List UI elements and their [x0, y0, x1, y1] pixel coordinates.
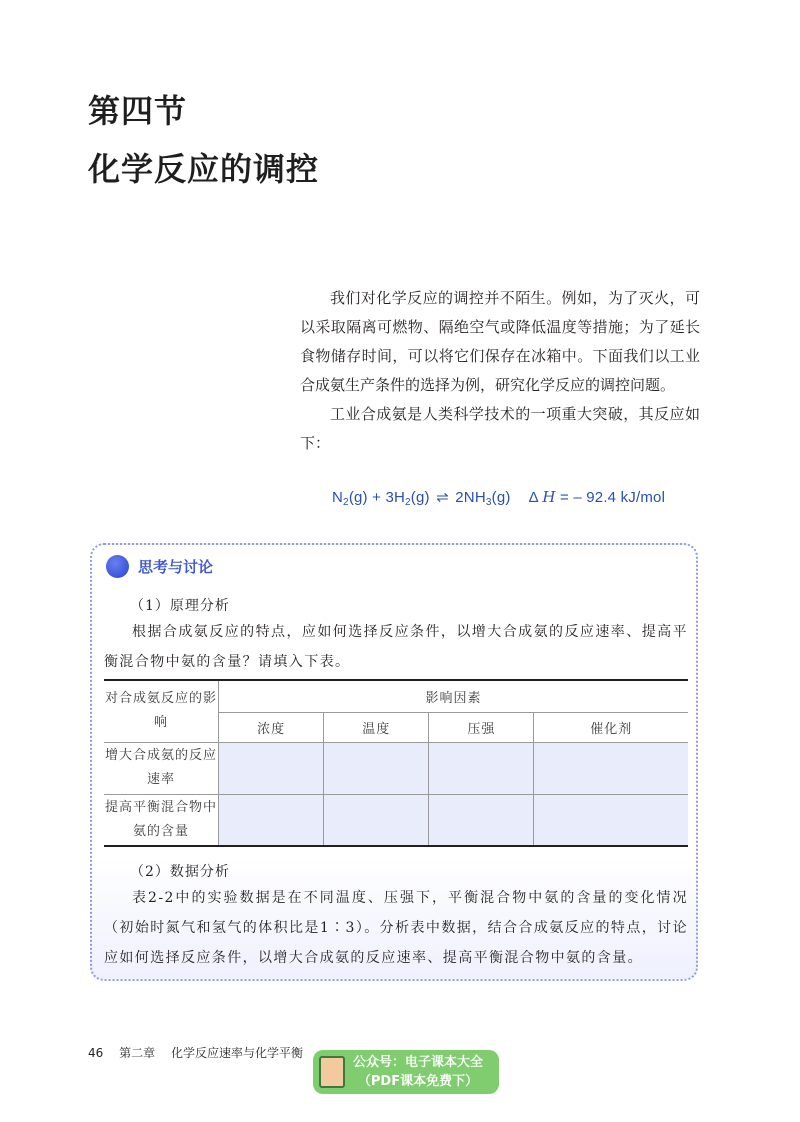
answer-cell[interactable]	[324, 742, 429, 794]
think-discuss-box	[90, 543, 698, 981]
answer-cell[interactable]	[534, 742, 688, 794]
table-group-header: 影响因素	[219, 680, 689, 712]
answer-cell[interactable]	[534, 794, 688, 846]
intro-paragraph-1: 我们对化学反应的调控并不陌生。例如，为了灭火，可以采取隔离可燃物、隔绝空气或降低温度等措施；为了延长食物储存时间，可以将它们保存在冰箱中。下面我们以工业合成氨生产条件的选择为例，研究化学反应的调控问题。	[300, 289, 700, 394]
table-row	[104, 794, 688, 846]
box-title: 思考与讨论	[138, 558, 214, 576]
chapter-title: 化学反应速率与化学平衡	[170, 1046, 303, 1060]
eq-product: 2NH	[455, 489, 486, 506]
chapter-label: 第二章	[119, 1046, 156, 1060]
box-header	[106, 555, 213, 578]
column-header: 压强	[429, 712, 534, 742]
eq-delta: Δ	[528, 489, 538, 506]
eq-n2-sub: 2	[343, 497, 349, 508]
table-row	[104, 742, 688, 794]
answer-cell[interactable]	[219, 794, 324, 846]
eq-dh-value: = – 92.4 kJ/mol	[555, 489, 666, 506]
eq-product-state: (g)	[491, 489, 511, 506]
row-label: 提高平衡混合物中氨的含量	[104, 794, 219, 846]
page-number: 46	[88, 1046, 104, 1060]
intro-paragraph-2: 工业合成氨是人类科学技术的一项重大突破，其反应如下：	[300, 405, 700, 452]
section-title	[88, 82, 319, 198]
table-corner-label: 对合成氨反应的影响	[104, 680, 219, 742]
part2-text	[104, 883, 688, 973]
circle-bullet-icon	[106, 555, 129, 578]
eq-h-var: H	[542, 488, 556, 506]
ammonia-equation	[332, 488, 665, 508]
section-number: 第四节	[88, 92, 188, 130]
part1-heading: （1）原理分析	[130, 598, 230, 614]
column-header: 浓度	[219, 712, 324, 742]
eq-n2: N	[332, 489, 344, 506]
eq-h2-state: (g)	[410, 489, 430, 506]
column-header: 催化剂	[534, 712, 688, 742]
part2-paragraph: 表2-2中的实验数据是在不同温度、压强下，平衡混合物中氨的含量的变化情况（初始时氮气和氢气的体积比是1∶3）。分析表中数据，结合合成氨反应的特点，讨论应如何选择反应条件，以增大合成氨的反应速率、提高平衡混合物中氨的含量。	[104, 890, 688, 966]
answer-cell[interactable]	[219, 742, 324, 794]
section-name: 化学反应的调控	[88, 150, 320, 188]
answer-cell[interactable]	[324, 794, 429, 846]
part2-heading: （2）数据分析	[130, 864, 230, 880]
eq-delta-h	[529, 489, 666, 506]
eq-nh3-sub: 3	[485, 497, 492, 508]
answer-cell[interactable]	[429, 794, 534, 846]
watermark-line2: （PDF课本免费下）	[357, 1074, 479, 1089]
part1-text	[104, 617, 688, 677]
book-icon	[319, 1056, 345, 1088]
watermark-line1: 公众号：电子课本大全	[353, 1055, 484, 1070]
page-footer	[88, 1044, 315, 1061]
intro-text	[300, 284, 700, 458]
part1-paragraph: 根据合成氨反应的特点，应如何选择反应条件，以增大合成氨的反应速率、提高平衡混合物中氨的含量？请填入下表。	[104, 624, 688, 670]
eq-n2-state: (g) + 3H	[348, 489, 406, 506]
factors-table	[104, 679, 688, 847]
row-label: 增大合成氨的反应速率	[104, 742, 219, 794]
watermark-stamp	[313, 1050, 499, 1094]
column-header: 温度	[324, 712, 429, 742]
answer-cell[interactable]	[429, 742, 534, 794]
equilibrium-arrow-icon: ⇌	[436, 489, 449, 506]
eq-h2-sub: 2	[405, 497, 411, 508]
watermark-text	[353, 1053, 483, 1091]
